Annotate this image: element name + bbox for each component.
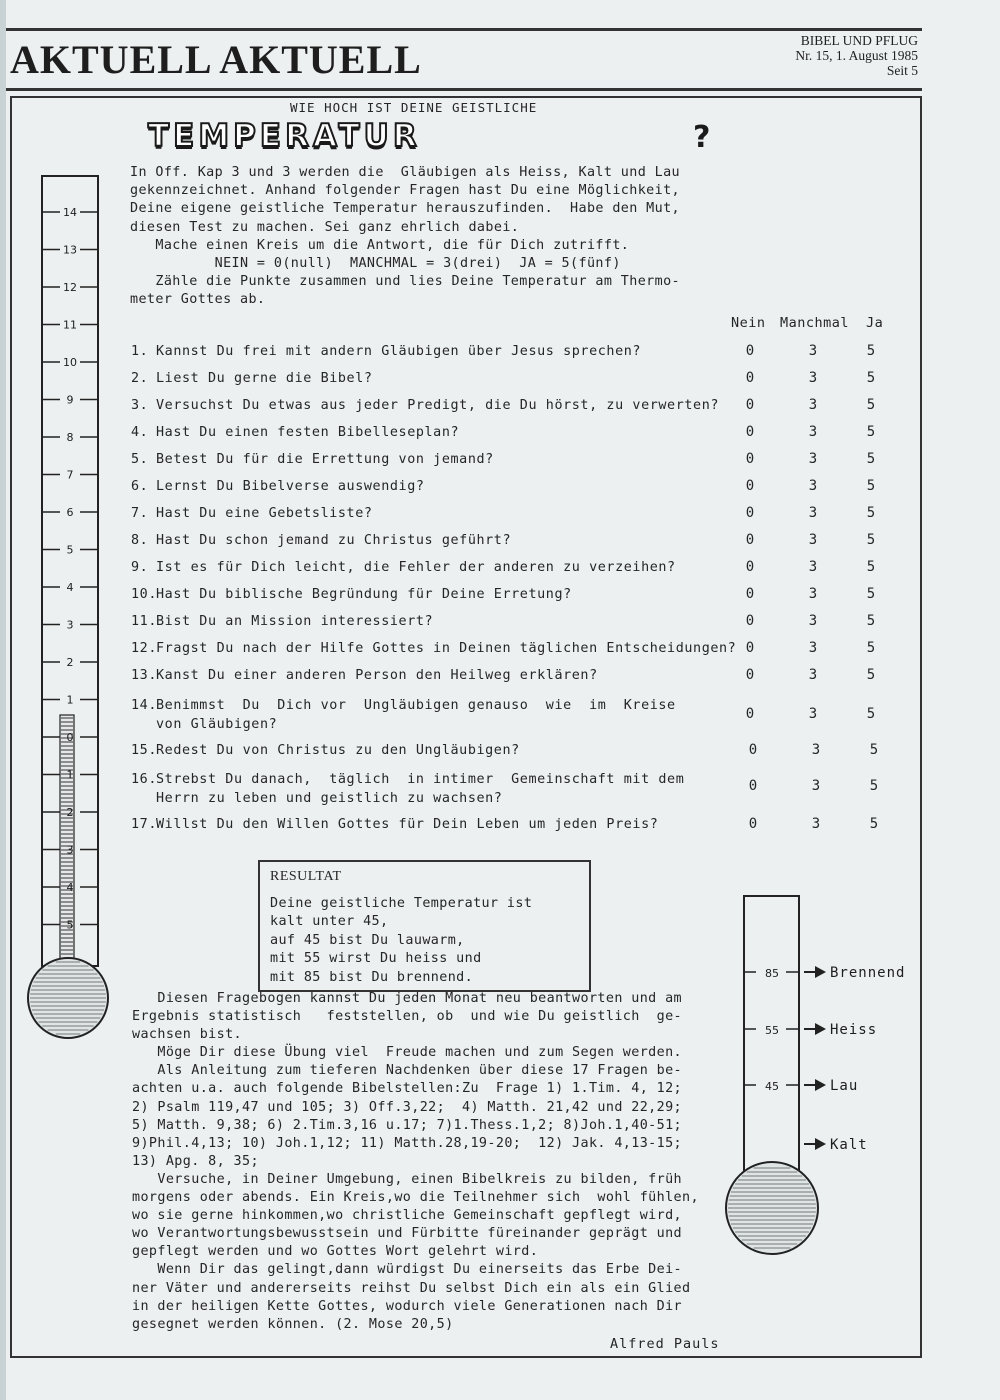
answer-option-manchmal[interactable]: 3 xyxy=(808,370,818,386)
answer-option-manchmal[interactable]: 3 xyxy=(808,559,818,575)
column-header-nein: Nein xyxy=(731,315,766,331)
question-line: Herrn zu leben und geistlich zu wachsen? xyxy=(156,790,503,806)
answer-option-nein[interactable]: 0 xyxy=(748,816,758,832)
answer-option-nein[interactable]: 0 xyxy=(745,397,755,413)
question-number: 8. xyxy=(131,533,149,548)
question-line: Fragst Du nach der Hilfe Gottes in Deinen täglichen Entscheidungen? xyxy=(156,641,737,656)
level-label: Kalt xyxy=(830,1137,868,1153)
intro-line: gekennzeichnet. Anhand folgender Fragen hast Du eine Möglichkeit, xyxy=(130,183,681,199)
answer-option-ja[interactable]: 5 xyxy=(866,640,876,656)
kicker: WIE HOCH IST DEINE GEISTLICHE xyxy=(290,100,538,115)
question-number: 12. xyxy=(131,641,157,656)
masthead: AKTUELL AKTUELL xyxy=(10,37,422,82)
answer-option-ja[interactable]: 5 xyxy=(866,370,876,386)
answer-option-ja[interactable]: 5 xyxy=(866,706,876,722)
answer-option-manchmal[interactable]: 3 xyxy=(808,397,818,413)
intro-line: NEIN = 0(null) MANCHMAL = 3(drei) JA = 5(fünf) xyxy=(130,256,621,272)
body-line: wo Verantwortungsbewusstsein und Fürbitte füreinander geprägt und xyxy=(132,1226,683,1242)
answer-option-ja[interactable]: 5 xyxy=(866,505,876,521)
body-line: Wenn Dir das gelingt,dann würdigst Du einerseits das Erbe Dei- xyxy=(132,1262,683,1278)
scale-label: 2 xyxy=(66,656,74,669)
question-text xyxy=(156,742,721,761)
level-label: Heiss xyxy=(830,1022,878,1038)
body-line: in der heiligen Kette Gottes, wodurch viele Generationen nach Dir xyxy=(132,1298,683,1314)
answer-option-nein[interactable]: 0 xyxy=(745,559,755,575)
answer-option-manchmal[interactable]: 3 xyxy=(808,640,818,656)
answer-option-ja[interactable]: 5 xyxy=(866,451,876,467)
page-number: Seit 5 xyxy=(886,63,918,78)
answer-option-manchmal[interactable]: 3 xyxy=(808,532,818,548)
answer-option-ja[interactable]: 5 xyxy=(866,667,876,683)
body-line: wachsen bist. xyxy=(132,1027,243,1043)
body-line: wo sie gerne hinkommen,wo christliche Gemeinschaft gepflegt wird, xyxy=(132,1208,683,1224)
result-line: kalt unter 45, xyxy=(270,914,389,930)
intro-line: Deine eigene geistliche Temperatur herauszufinden. Habe den Mut, xyxy=(130,201,681,217)
level-value: 85 xyxy=(765,967,779,980)
column-header-ja: Ja xyxy=(866,315,884,331)
scale-label: 5 xyxy=(66,543,74,557)
answer-option-manchmal[interactable]: 3 xyxy=(808,424,818,440)
answer-option-nein[interactable]: 0 xyxy=(745,706,755,722)
arrow-right-icon xyxy=(815,966,826,978)
question-text xyxy=(156,505,721,524)
answer-option-nein[interactable]: 0 xyxy=(745,505,755,521)
result-line: Deine geistliche Temperatur ist xyxy=(270,895,533,911)
scale-label: 9 xyxy=(66,393,74,407)
header-rule xyxy=(6,28,922,31)
answer-option-nein[interactable]: 0 xyxy=(745,370,755,386)
scale-label: 6 xyxy=(66,506,74,519)
question-number: 11. xyxy=(131,614,157,629)
question-line: Versuchst Du etwas aus jeder Predigt, die Du hörst, zu verwerten? xyxy=(156,398,720,413)
answer-option-ja[interactable]: 5 xyxy=(866,532,876,548)
answer-option-ja[interactable]: 5 xyxy=(866,586,876,602)
question-number: 9. xyxy=(131,560,149,575)
body-line: gesegnet werden können. (2. Mose 20,5) xyxy=(132,1316,454,1332)
header-rule xyxy=(6,88,922,91)
answer-option-nein[interactable]: 0 xyxy=(748,742,758,758)
answer-option-ja[interactable]: 5 xyxy=(866,424,876,440)
question-number: 6. xyxy=(131,479,149,494)
question-line: Hast Du eine Gebetsliste? xyxy=(156,506,373,521)
question-line: Willst Du den Willen Gottes für Dein Leben um jeden Preis? xyxy=(156,817,659,832)
arrow-right-icon xyxy=(815,1138,826,1150)
level-label: Brennend xyxy=(830,965,906,981)
issue-date: Nr. 15, 1. August 1985 xyxy=(795,48,918,63)
question-line: Betest Du für die Errettung von jemand? xyxy=(156,452,494,467)
scale-label: 1 xyxy=(66,768,74,782)
scale-label: 0 xyxy=(66,731,74,744)
question-text xyxy=(156,370,721,389)
result-line: mit 55 wirst Du heiss und xyxy=(270,951,482,967)
result-line: mit 85 bist Du brennend. xyxy=(270,969,474,985)
question-number: 1. xyxy=(131,344,149,359)
answer-option-ja[interactable]: 5 xyxy=(866,343,876,359)
body-line: Versuche, in Deiner Umgebung, einen Bibelkreis zu bilden, früh xyxy=(132,1171,683,1187)
question-number: 10. xyxy=(131,587,157,602)
question-line: Redest Du von Christus zu den Ungläubigen? xyxy=(156,743,520,758)
question-line: von Gläubigen? xyxy=(156,716,278,732)
question-number: 2. xyxy=(131,371,149,386)
scale-label: 2 xyxy=(66,806,74,819)
question-number: 5. xyxy=(131,452,149,467)
question-line: Kanst Du einer anderen Person den Heilweg erklären? xyxy=(156,668,598,683)
question-text xyxy=(156,613,721,632)
body-line: Als Anleitung zum tieferen Nachdenken über diese 17 Fragen be- xyxy=(132,1063,683,1079)
question-line: Hast Du einen festen Bibelleseplan? xyxy=(156,425,460,440)
question-text xyxy=(156,478,721,497)
question-number: 7. xyxy=(131,506,149,521)
question-line: Benimmst Du Dich vor Ungläubigen genauso wie im Kreise xyxy=(156,698,676,713)
answer-option-manchmal[interactable]: 3 xyxy=(811,778,821,794)
answer-option-nein[interactable]: 0 xyxy=(745,613,755,629)
question-text xyxy=(156,771,721,808)
scale-label: 13 xyxy=(63,243,77,257)
answer-option-manchmal[interactable]: 3 xyxy=(808,586,818,602)
body-line: 9)Phil.4,13; 10) Joh.1,12; 11) Matth.28,19-20; 12) Jak. 4,13-15; xyxy=(132,1135,683,1151)
answer-option-manchmal[interactable]: 3 xyxy=(808,613,818,629)
author-name: Alfred Pauls xyxy=(610,1336,720,1352)
body-line: Ergebnis statistisch feststellen, ob und wie Du geistlich ge- xyxy=(132,1009,683,1025)
article-body xyxy=(132,990,724,1334)
answer-option-ja[interactable]: 5 xyxy=(866,613,876,629)
question-text xyxy=(156,343,721,362)
question-line: Liest Du gerne die Bibel? xyxy=(156,371,373,386)
question-line: Kannst Du frei mit andern Gläubigen über Jesus sprechen? xyxy=(156,344,642,359)
scale-label: 7 xyxy=(66,468,74,482)
intro-line: Zähle die Punkte zusammen und lies Deine Temperatur am Thermo- xyxy=(130,274,681,290)
issue-info xyxy=(795,33,918,78)
answer-option-nein[interactable]: 0 xyxy=(745,586,755,602)
question-number: 13. xyxy=(131,668,157,683)
scale-label: 3 xyxy=(66,843,74,857)
scale-label: 14 xyxy=(63,206,77,219)
answer-option-manchmal[interactable]: 3 xyxy=(808,451,818,467)
question-number: 17. xyxy=(131,817,157,832)
article-title: TEMPERATUR xyxy=(148,118,421,154)
answer-option-manchmal[interactable]: 3 xyxy=(808,478,818,494)
question-text xyxy=(156,424,721,443)
scale-label: 3 xyxy=(66,618,74,632)
publication-name: BIBEL UND PFLUG xyxy=(800,33,918,48)
scale-label: 12 xyxy=(63,281,77,294)
question-text xyxy=(156,640,737,659)
level-label: Lau xyxy=(830,1078,859,1094)
question-number: 14. xyxy=(131,698,157,713)
scale-label: 4 xyxy=(66,581,74,594)
answer-option-manchmal[interactable]: 3 xyxy=(808,343,818,359)
answer-option-nein[interactable]: 0 xyxy=(745,667,755,683)
question-number: 4. xyxy=(131,425,149,440)
answer-option-nein[interactable]: 0 xyxy=(745,532,755,548)
question-number: 16. xyxy=(131,772,157,787)
arrow-right-icon xyxy=(815,1079,826,1091)
scale-label: 1 xyxy=(66,693,74,707)
answer-option-ja[interactable]: 5 xyxy=(869,778,879,794)
result-title: RESULTAT xyxy=(270,869,342,884)
body-line: Möge Dir diese Übung viel Freude machen und zum Segen werden. xyxy=(132,1045,683,1061)
answer-option-ja[interactable]: 5 xyxy=(866,478,876,494)
body-line: achten u.a. auch folgende Bibelstellen:Zu Frage 1) 1.Tim. 4, 12; xyxy=(132,1081,683,1097)
question-line: Strebst Du danach, täglich in intimer Gemeinschaft mit dem xyxy=(156,772,685,787)
scale-label: 4 xyxy=(66,881,74,894)
arrow-right-icon xyxy=(815,1023,826,1035)
question-text xyxy=(156,697,721,734)
scale-label: 10 xyxy=(63,356,77,369)
answer-option-nein[interactable]: 0 xyxy=(748,778,758,794)
result-thermometer xyxy=(720,890,920,1270)
scale-label: 5 xyxy=(66,918,74,932)
intro-text xyxy=(130,164,730,310)
body-line: 13) Apg. 8, 35; xyxy=(132,1153,259,1169)
answer-option-nein[interactable]: 0 xyxy=(745,343,755,359)
intro-line: meter Gottes ab. xyxy=(130,292,266,308)
question-text xyxy=(156,559,721,578)
level-value: 45 xyxy=(765,1080,779,1093)
question-line: Ist es für Dich leicht, die Fehler der anderen zu verzeihen? xyxy=(156,560,676,575)
answer-option-manchmal[interactable]: 3 xyxy=(811,742,821,758)
question-text xyxy=(156,532,721,551)
intro-line: In Off. Kap 3 und 3 werden die Gläubigen als Heiss, Kalt und Lau xyxy=(130,165,681,180)
result-box xyxy=(258,860,591,992)
answer-option-manchmal[interactable]: 3 xyxy=(808,667,818,683)
column-header-manchmal: Manchmal xyxy=(780,315,850,331)
question-line: Lernst Du Bibelverse auswendig? xyxy=(156,479,425,494)
question-text xyxy=(156,451,721,470)
question-text xyxy=(156,397,721,416)
question-number: 3. xyxy=(131,398,149,413)
answer-option-nein[interactable]: 0 xyxy=(745,640,755,656)
body-line: ner Väter und andererseits reihst Du selbst Dich ein als ein Glied xyxy=(132,1280,691,1296)
question-text xyxy=(156,816,721,835)
answer-option-nein[interactable]: 0 xyxy=(745,424,755,440)
title-question-mark: ? xyxy=(693,120,711,155)
question-line: Bist Du an Mission interessiert? xyxy=(156,614,434,629)
question-line: Hast Du schon jemand zu Christus geführt? xyxy=(156,533,512,548)
body-line: 2) Psalm 119,47 und 105; 3) Off.3,22; 4) Matth. 21,42 und 22,29; xyxy=(132,1099,683,1115)
answer-option-ja[interactable]: 5 xyxy=(869,742,879,758)
answer-option-manchmal[interactable]: 3 xyxy=(808,505,818,521)
question-number: 15. xyxy=(131,743,157,758)
big-thermometer xyxy=(20,170,140,1060)
scale-label: 8 xyxy=(66,431,74,444)
scale-label: 11 xyxy=(63,318,77,332)
intro-line: Mache einen Kreis um die Antwort, die für Dich zutrifft. xyxy=(130,237,630,253)
answer-option-nein[interactable]: 0 xyxy=(745,451,755,467)
result-line: auf 45 bist Du lauwarm, xyxy=(270,932,465,948)
body-line: 5) Matth. 9,38; 6) 2.Tim.3,16 u.17; 7)1.Thess.1,2; 8)Joh.1,40-51; xyxy=(132,1117,683,1133)
body-line: Diesen Fragebogen kannst Du jeden Monat neu beantworten und am xyxy=(132,991,683,1006)
level-value: 55 xyxy=(765,1024,779,1037)
answer-option-manchmal[interactable]: 3 xyxy=(808,706,818,722)
intro-line: diesen Test zu machen. Sei ganz ehrlich dabei. xyxy=(130,219,520,235)
answer-option-ja[interactable]: 5 xyxy=(866,559,876,575)
question-line: Hast Du biblische Begründung für Deine Erretung? xyxy=(156,587,572,602)
answer-option-nein[interactable]: 0 xyxy=(745,478,755,494)
answer-option-ja[interactable]: 5 xyxy=(869,816,879,832)
question-text xyxy=(156,667,721,686)
body-line: morgens oder abends. Ein Kreis,wo die Teilnehmer sich wohl fühlen, xyxy=(132,1190,699,1206)
answer-option-ja[interactable]: 5 xyxy=(866,397,876,413)
answer-option-manchmal[interactable]: 3 xyxy=(811,816,821,832)
question-text xyxy=(156,586,721,605)
body-line: gepflegt werden und wo Gottes Wort gelehrt wird. xyxy=(132,1244,539,1260)
